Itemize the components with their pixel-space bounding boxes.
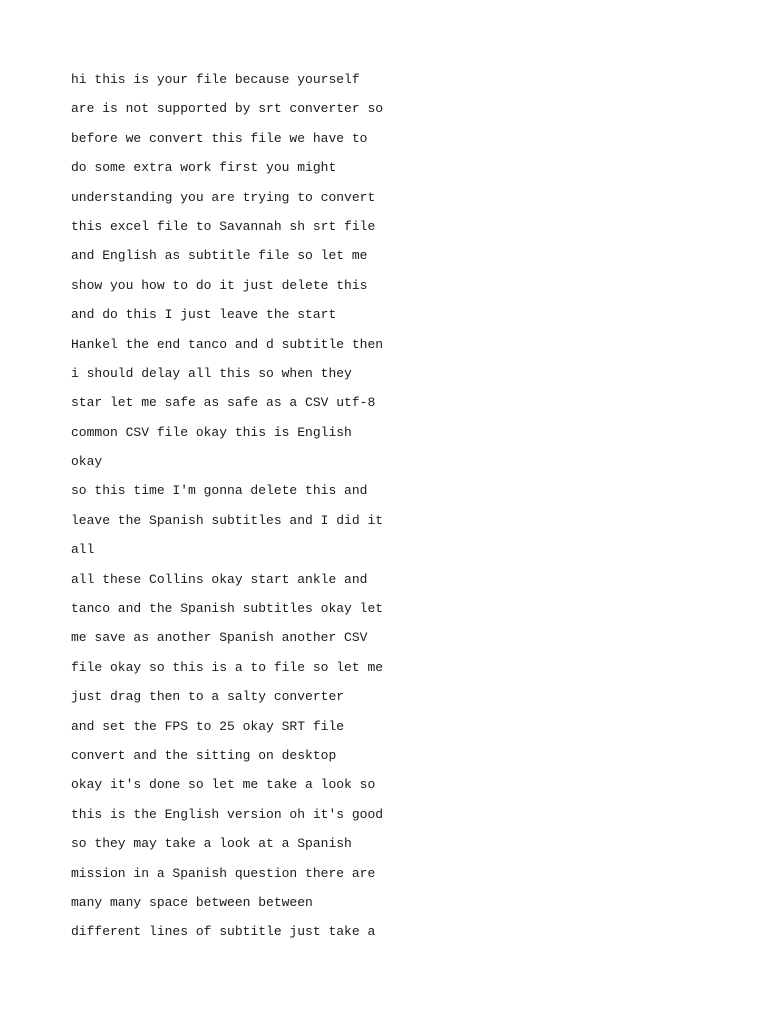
transcript-line: file okay so this is a to file so let me [71, 659, 384, 675]
transcript-line: do some extra work first you might [71, 160, 337, 176]
transcript-line: tanco and the Spanish subtitles okay let [71, 601, 384, 617]
transcript-line: just drag then to a salty converter [71, 689, 345, 705]
transcript-line: Hankel the end tanco and d subtitle then [71, 336, 384, 352]
transcript-line: so they may take a look at a Spanish [71, 836, 352, 852]
transcript-line: star let me safe as safe as a CSV utf-8 [71, 395, 376, 411]
transcript-text [71, 67, 691, 949]
transcript-line: many many space between between [71, 894, 313, 910]
transcript-line: show you how to do it just delete this [71, 277, 368, 293]
transcript-line: okay it's done so let me take a look so [71, 777, 376, 793]
transcript-line: mission in a Spanish question there are [71, 865, 376, 881]
transcript-line: hi this is your file because yourself [71, 72, 360, 87]
transcript-line: all [71, 542, 95, 558]
transcript-line: all these Collins okay start ankle and [71, 571, 368, 587]
transcript-line: are is not supported by srt converter so [71, 101, 384, 117]
transcript-line: common CSV file okay this is English [71, 424, 352, 440]
transcript-line: and do this I just leave the start [71, 307, 337, 323]
transcript-line: understanding you are trying to convert [71, 189, 376, 205]
transcript-line: this is the English version oh it's good [71, 806, 384, 822]
transcript-line: leave the Spanish subtitles and I did it [71, 512, 384, 528]
transcript-line: before we convert this file we have to [71, 130, 368, 146]
transcript-line: this excel file to Savannah sh srt file [71, 218, 376, 234]
transcript-line: different lines of subtitle just take a [71, 924, 376, 940]
transcript-line: and English as subtitle file so let me [71, 248, 368, 264]
transcript-line: and set the FPS to 25 okay SRT file [71, 718, 345, 734]
transcript-line: so this time I'm gonna delete this and [71, 483, 368, 499]
transcript-line: convert and the sitting on desktop [71, 747, 337, 763]
transcript-line: me save as another Spanish another CSV [71, 630, 368, 646]
transcript-line: okay [71, 454, 103, 470]
transcript-line: i should delay all this so when they [71, 365, 352, 381]
